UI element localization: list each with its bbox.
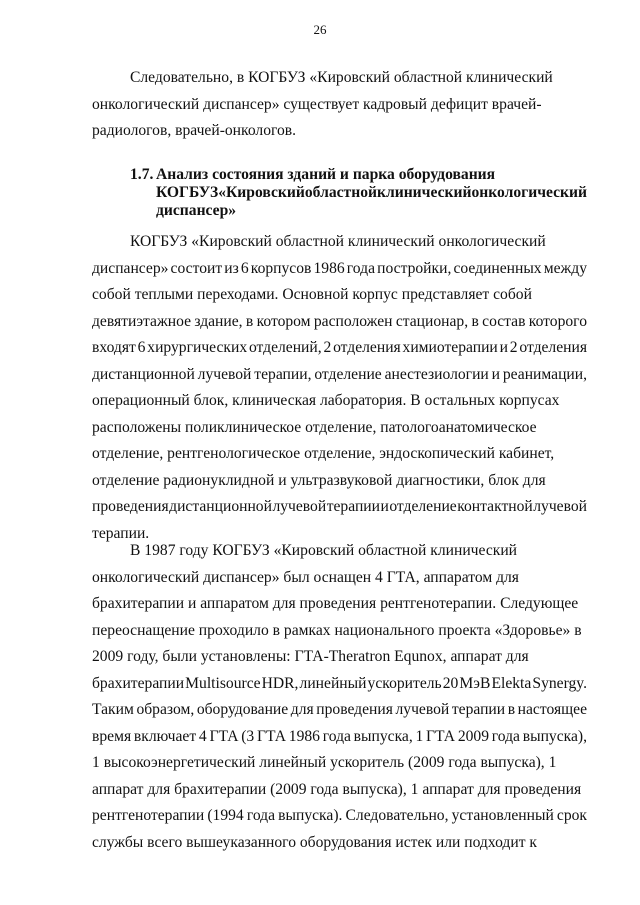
text-line: Следовательно, в КОГБУЗ «Кировский областной клинический bbox=[130, 69, 553, 86]
heading-line: Анализ состояния зданий и парка оборудования bbox=[156, 166, 496, 183]
text-line: службы всего вышеуказанного оборудования истек или подходит к bbox=[92, 834, 537, 851]
text-line: диспансер» состоит из 6 корпусов 1986 года постройки, соединенных между bbox=[92, 260, 587, 277]
text-line: рентгенотерапии (1994 года выпуска). Следовательно, установленный срок bbox=[92, 807, 587, 824]
text-line: собой теплыми переходами. Основной корпус представляет собой bbox=[92, 286, 532, 303]
text-line: аппарат для брахитерапии (2009 года выпуска), 1 аппарат для проведения bbox=[92, 781, 582, 798]
page-number: 26 bbox=[313, 22, 327, 37]
text-line: операционный блок, клиническая лаборатория. В остальных корпусах bbox=[92, 392, 560, 409]
heading-line: диспансер» bbox=[156, 202, 237, 219]
text-line: дистанционной лучевой терапии, отделение анестезиологии и реанимации, bbox=[92, 366, 587, 383]
text-line: входят 6 хирургических отделений, 2 отделения химиотерапии и 2 отделения bbox=[92, 339, 587, 356]
text-line: отделение, рентгенологическое отделение, эндоскопический кабинет, bbox=[92, 445, 555, 462]
heading-line: КОГБУЗ «Кировский областной клинический онкологический bbox=[156, 184, 587, 201]
text-line: брахитерапии Multisource HDR, линейный ускоритель 20 МэВ Elekta Synergy. bbox=[92, 675, 587, 692]
text-line: 2009 году, были установлены: ГТА-Theratron Equnox, аппарат для bbox=[92, 648, 529, 665]
text-line: расположены поликлиническое отделение, патологоанатомическое bbox=[92, 419, 537, 436]
text-line: КОГБУЗ «Кировский областной клинический онкологический bbox=[130, 233, 546, 250]
text-line: онкологический диспансер» существует кадровый дефицит врачей- bbox=[92, 96, 542, 113]
text-line: отделение радионуклидной и ультразвуковой диагностики, блок для bbox=[92, 472, 546, 489]
text-line: девятиэтажное здание, в котором расположен стационар, в состав которого bbox=[92, 313, 587, 330]
section-number: 1.7. bbox=[130, 166, 154, 183]
text-line: 1 высокоэнергетический линейный ускоритель (2009 года выпуска), 1 bbox=[92, 754, 557, 771]
text-line: время включает 4 ГТА (3 ГТА 1986 года выпуска, 1 ГТА 2009 года выпуска), bbox=[92, 728, 587, 745]
text-line: брахитерапии и аппаратом для проведения рентгенотерапии. Следующее bbox=[92, 595, 579, 612]
text-line: онкологический диспансер» был оснащен 4 ГТА, аппаратом для bbox=[92, 569, 519, 586]
text-line: переоснащение проходило в рамках национального проекта «Здоровье» в bbox=[92, 622, 582, 639]
text-line: радиологов, врачей-онкологов. bbox=[92, 122, 297, 139]
text-line: терапии. bbox=[92, 525, 150, 542]
text-line: В 1987 году КОГБУЗ «Кировский областной клинический bbox=[130, 542, 518, 559]
text-line: проведения дистанционной лучевой терапии и отделение контактной лучевой bbox=[92, 498, 587, 515]
text-line: Таким образом, оборудование для проведения лучевой терапии в настоящее bbox=[92, 701, 587, 718]
